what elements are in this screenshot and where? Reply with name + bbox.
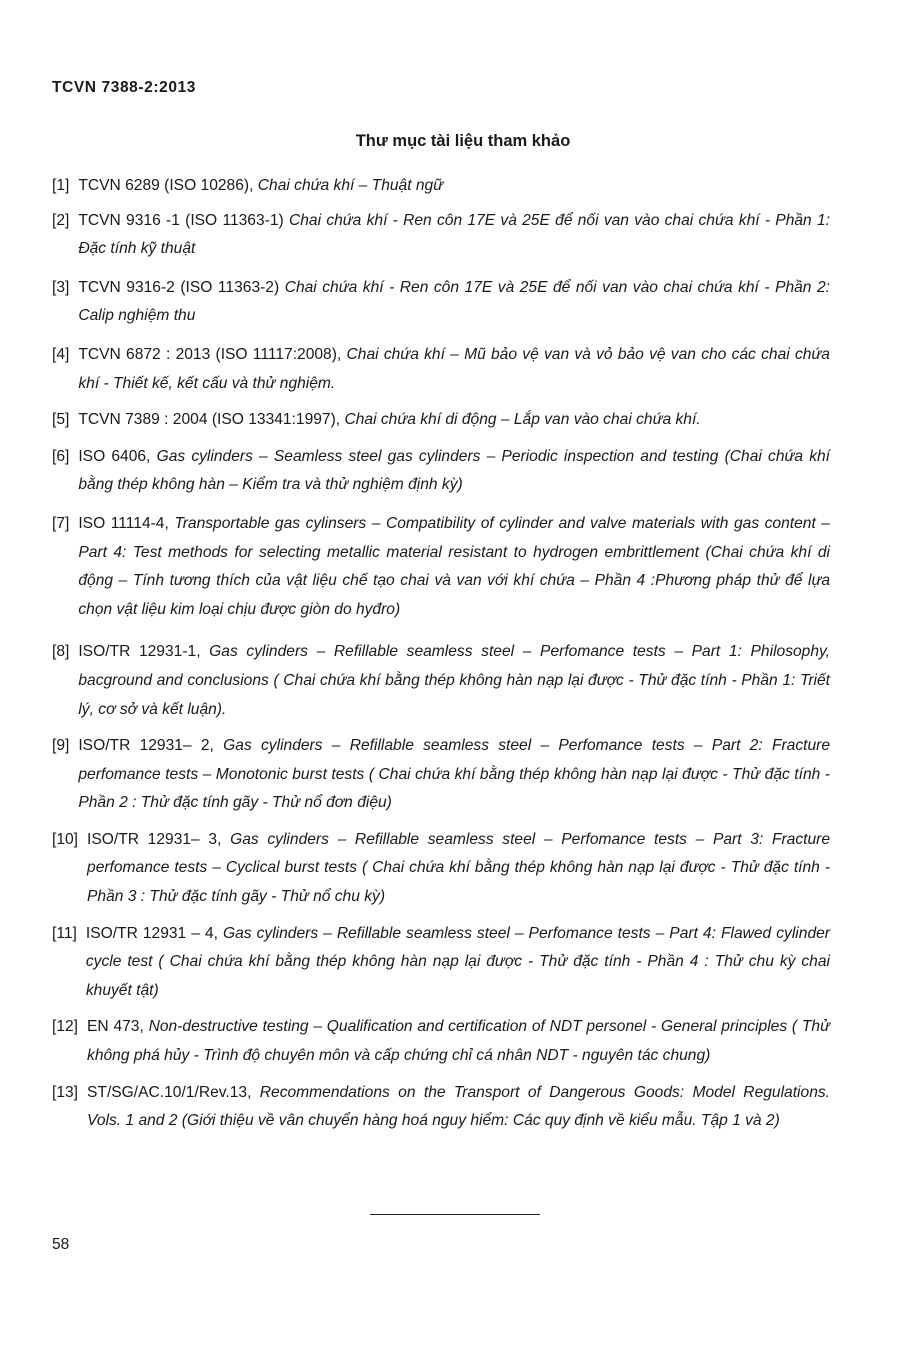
end-rule [370,1214,540,1215]
reference-source: TCVN 9316-2 (ISO 11363-2) [78,278,280,296]
reference-title: Chai chứa khí - Ren côn 17E và 25E để nối van vào chai chứa khí - Phần 1: Đặc tính kỹ thuật [78,211,830,258]
reference-title: Gas cylinders – Refillable seamless steel – Perfomance tests – Part 2: Fracture perfomance tests – Monotonic burst tests ( Chai chứa khí bằng thép không hàn nạp lại được - Thử đặc tính - Phần 2 : Thử đặc tính gãy - Thử nổ đơn điệu) [78,737,831,812]
reference-item [52,732,830,818]
reference-item [52,1013,830,1070]
reference-number: [5] [52,411,70,429]
reference-number: [11] [52,924,77,942]
reference-source: TCVN 6289 (ISO 10286), [78,177,254,194]
reference-body [87,826,830,912]
reference-number: [4] [52,345,70,363]
reference-number: [1] [52,177,70,194]
reference-number: [6] [52,447,70,465]
reference-item [52,510,830,624]
reference-item [52,207,830,264]
reference-title: Non-destructive testing – Qualification and certification of NDT personel - General principles ( Thử không phá hủy - Trình độ chuyên môn và cấp chứng chỉ cá nhân NDT - nguyên tác chung) [87,1018,830,1065]
reference-item [52,274,830,331]
reference-number: [8] [52,643,70,661]
reference-body [78,732,830,818]
reference-title: Transportable gas cylinsers – Compatibility of cylinder and valve materials with gas content – Part 4: Test methods for selecting metallic material resistant to hydrogen embrittlement (Chai chứa khí di động – Tính tương thích của vật liệu chế tạo chai và van với khí chứa – Phần 4 :Phương pháp thử để lựa chọn vật liệu kim loại chịu được giòn do hyđro) [78,514,830,618]
reference-source: ISO/TR 12931 – 4, [85,924,218,942]
reference-title: Chai chứa khí di động – Lắp van vào chai chứa khí. [344,411,701,429]
reference-body [78,443,830,500]
reference-source: TCVN 7389 : 2004 (ISO 13341:1997), [78,411,341,429]
reference-source: ISO/TR 12931-1, [78,643,201,661]
reference-source: ISO 6406, [78,447,151,465]
reference-source: ISO/TR 12931– 2, [78,737,214,755]
reference-source: ST/SG/AC.10/1/Rev.13, [87,1083,252,1101]
document-code: TCVN 7388-2:2013 [52,79,197,96]
reference-title: Chai chứa khí – Thuật ngữ [257,177,444,194]
reference-title: Gas cylinders – Seamless steel gas cylinders – Periodic inspection and testing (Chai chứa khí bằng thép không hàn – Kiểm tra và thử nghiệm định kỳ) [78,447,831,494]
reference-item [52,341,830,398]
reference-number: [10] [52,830,79,848]
reference-item [52,920,830,1006]
reference-list [52,172,830,1136]
reference-title: Gas cylinders – Refillable seamless steel – Perfomance tests – Part 3: Fracture perfomance tests – Cyclical burst tests ( Chai chứa khí bằng thép không hàn nạp lại được - Thử đặc tính - Phần 3 : Thử đặc tính gãy - Thử nổ chu kỳ) [87,830,831,906]
reference-number: [3] [52,278,70,296]
reference-number: [2] [52,211,70,229]
reference-source: TCVN 6872 : 2013 (ISO 11117:2008), [78,345,342,363]
reference-body [78,406,830,435]
reference-item [52,1079,830,1136]
reference-number: [9] [52,737,70,755]
reference-number: [7] [52,514,70,532]
reference-source: ISO 11114-4, [78,514,169,532]
reference-title: Gas cylinders – Refillable seamless steel – Perfomance tests – Part 1: Philosophy, bacground and conclusions ( Chai chứa khí bằng thép không hàn nạp lại được - Thử đặc tính - Phần 1: Triết lý, cơ sở và kết luận). [78,643,830,718]
reference-title: Chai chứa khí - Ren côn 17E và 25E để nối van vào chai chứa khí - Phần 2: Calip nghiệm thu [78,278,830,325]
reference-body [78,172,830,201]
reference-item [52,172,830,201]
reference-title: Recommendations on the Transport of Dangerous Goods: Model Regulations. Vols. 1 and 2 (Giới thiệu về vân chuyển hàng hoá nguy hiểm: Các quy định về kiểu mẫu. Tập 1 và 2) [87,1083,830,1130]
reference-body [78,274,830,331]
reference-body [86,920,830,1006]
page-number: 58 [52,1236,70,1253]
reference-body [78,207,830,264]
reference-item [52,406,830,435]
reference-source: EN 473, [87,1018,144,1036]
reference-body [78,341,830,398]
reference-source: TCVN 9316 -1 (ISO 11363-1) [78,211,284,229]
reference-body [78,638,830,724]
reference-item [52,443,830,500]
reference-item [52,638,830,724]
reference-number: [13] [52,1083,79,1101]
reference-title: Chai chứa khí – Mũ bảo vệ van và vỏ bảo vệ van cho các chai chứa khí - Thiết kế, kết cấu và thử nghiệm. [78,345,830,392]
reference-number: [12] [52,1018,79,1036]
reference-body [87,1013,830,1070]
reference-source: ISO/TR 12931– 3, [87,830,222,848]
reference-body [78,510,830,624]
reference-title: Gas cylinders – Refillable seamless steel – Perfomance tests – Part 4: Flawed cylinder cycle test ( Chai chứa khí bằng thép không hàn nạp lại được - Thử đặc tính - Phần 4 : Thử chu kỳ chai khuyết tật) [85,924,830,999]
reference-body [87,1079,830,1136]
reference-item [52,826,830,912]
bibliography-title: Thư mục tài liệu tham khảo [355,132,571,150]
